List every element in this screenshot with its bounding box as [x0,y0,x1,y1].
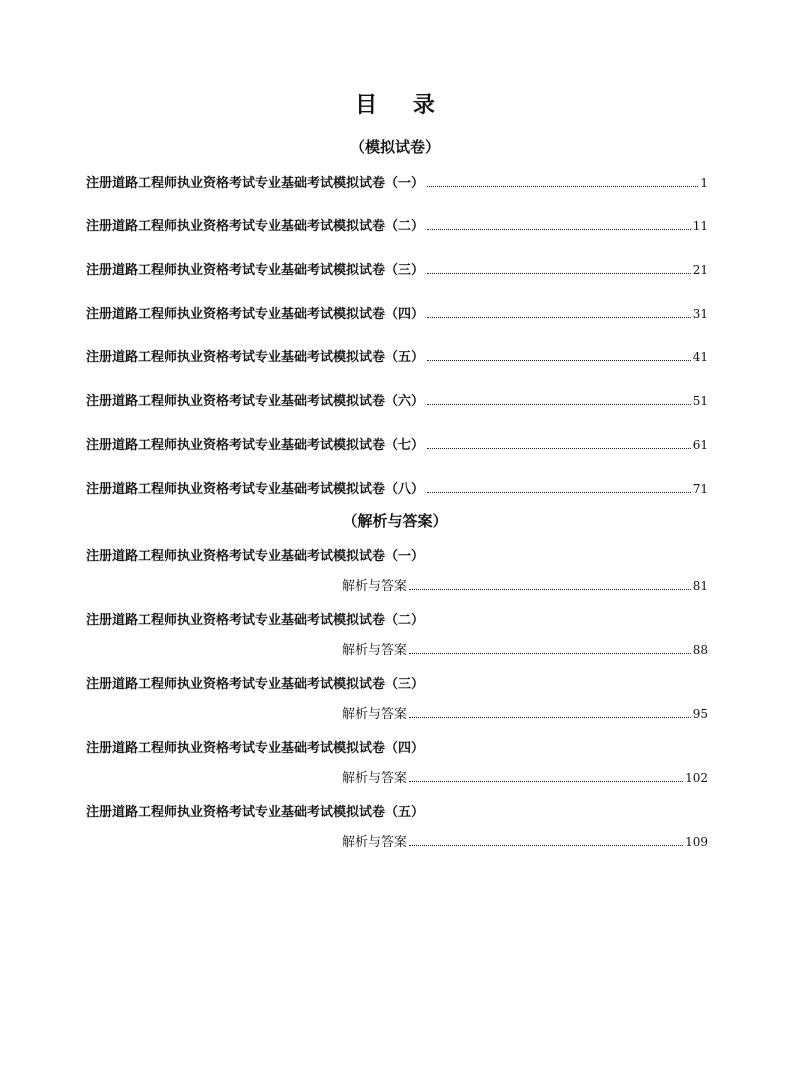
dot-leader [427,492,691,493]
toc-page-number: 41 [692,350,708,364]
toc-page-number: 109 [685,835,708,849]
toc-page-number: 88 [692,643,708,657]
toc-page-number: 102 [685,771,708,785]
toc-entry-title: 注册道路工程师执业资格考试专业基础考试模拟试卷（八） [86,482,425,497]
toc-entry-answer-2[interactable] [342,639,708,659]
dot-leader [427,273,691,274]
toc-entry-title: 注册道路工程师执业资格考试专业基础考试模拟试卷（五） [86,350,425,365]
toc-entry-title: 注册道路工程师执业资格考试专业基础考试模拟试卷（一） [86,176,425,191]
toc-entry-mock-5[interactable] [86,346,708,366]
toc-page-number: 95 [692,707,708,721]
toc-entry-mock-2[interactable] [86,215,708,235]
toc-entry-answer-5-title: 注册道路工程师执业资格考试专业基础考试模拟试卷（五） [86,805,425,820]
section-heading-answers: （解析与答案） [342,512,448,530]
toc-page-number: 61 [692,438,708,452]
dot-leader [427,404,691,405]
dot-leader [427,360,691,361]
toc-entry-title: 注册道路工程师执业资格考试专业基础考试模拟试卷（二） [86,219,425,234]
dot-leader [409,653,691,654]
toc-page-number: 51 [692,394,708,408]
toc-page-number: 1 [700,176,708,190]
page-title: 目 录 [355,93,449,118]
toc-entry-title: 注册道路工程师执业资格考试专业基础考试模拟试卷（七） [86,438,425,453]
toc-entry-mock-3[interactable] [86,259,708,279]
toc-entry-answer-4[interactable] [342,767,708,787]
toc-entry-subtitle: 解析与答案 [342,771,408,786]
dot-leader [409,781,683,782]
toc-entry-subtitle: 解析与答案 [342,579,408,594]
toc-entry-title: 注册道路工程师执业资格考试专业基础考试模拟试卷（四） [86,307,425,322]
toc-entry-answer-1[interactable] [342,575,708,595]
dot-leader [427,229,691,230]
dot-leader [427,317,691,318]
toc-entry-subtitle: 解析与答案 [342,707,408,722]
toc-entry-mock-6[interactable] [86,390,708,410]
toc-page-number: 21 [692,263,708,277]
toc-entry-answer-3[interactable] [342,703,708,723]
toc-page-number: 71 [692,482,708,496]
toc-entry-mock-7[interactable] [86,434,708,454]
toc-page-number: 81 [692,579,708,593]
toc-entry-answer-5[interactable] [342,831,708,851]
toc-page-number: 11 [692,219,708,233]
toc-entry-subtitle: 解析与答案 [342,643,408,658]
section-heading-mock-exams: （模拟试卷） [349,138,440,156]
toc-entry-title: 注册道路工程师执业资格考试专业基础考试模拟试卷（六） [86,394,425,409]
toc-entry-answer-1-title: 注册道路工程师执业资格考试专业基础考试模拟试卷（一） [86,549,425,564]
toc-entry-mock-1[interactable] [86,172,708,192]
dot-leader [409,717,691,718]
toc-entry-mock-4[interactable] [86,303,708,323]
toc-page-number: 31 [692,307,708,321]
dot-leader [409,589,691,590]
dot-leader [409,845,683,846]
toc-entry-mock-8[interactable] [86,478,708,498]
dot-leader [427,186,698,187]
toc-entry-answer-3-title: 注册道路工程师执业资格考试专业基础考试模拟试卷（三） [86,677,425,692]
dot-leader [427,448,691,449]
toc-entry-title: 注册道路工程师执业资格考试专业基础考试模拟试卷（三） [86,263,425,278]
toc-entry-subtitle: 解析与答案 [342,835,408,850]
toc-entry-answer-2-title: 注册道路工程师执业资格考试专业基础考试模拟试卷（二） [86,613,425,628]
toc-entry-answer-4-title: 注册道路工程师执业资格考试专业基础考试模拟试卷（四） [86,741,425,756]
